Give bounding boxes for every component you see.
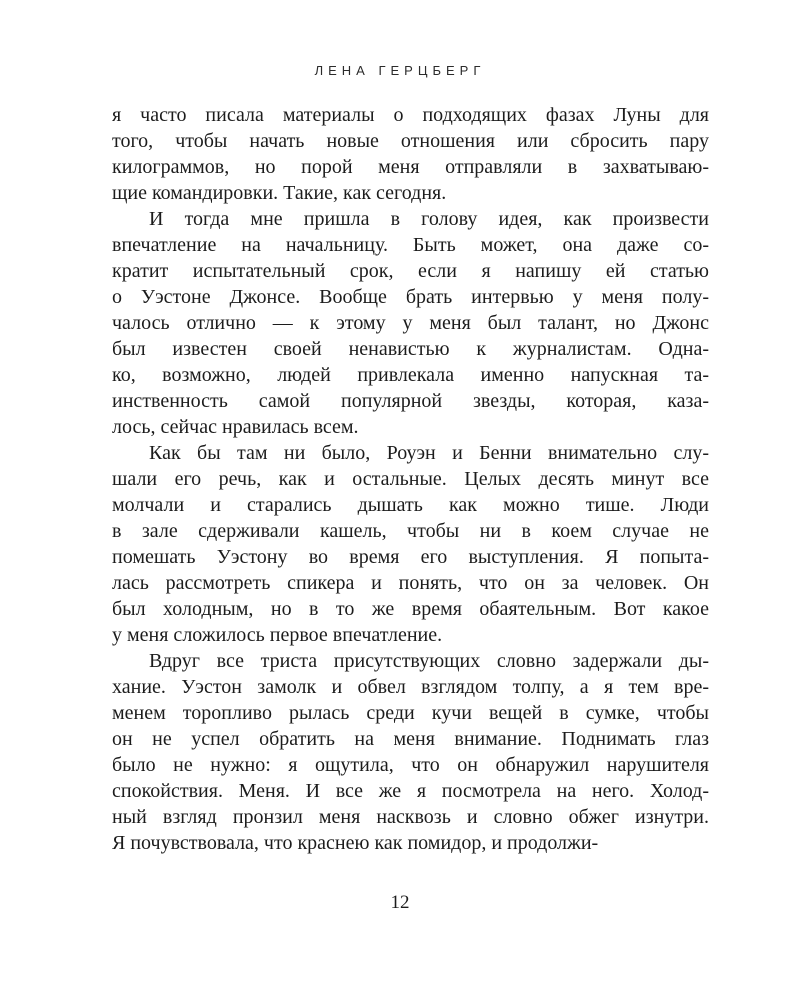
text-line: ко, возможно, людей привлекала именно напускная та-	[112, 364, 709, 386]
text-line: кратит испытательный срок, если я напишу ей статью	[112, 260, 709, 282]
text-line: был известен своей ненавистью к журналистам. Одна-	[112, 338, 709, 360]
text-line: чалось отлично — к этому у меня был талант, но Джонс	[112, 312, 709, 334]
text-line: Как бы там ни было, Роуэн и Бенни внимательно слу-	[149, 442, 709, 464]
text-line: щие командировки. Такие, как сегодня.	[112, 182, 447, 204]
paragraph	[112, 440, 709, 648]
text-line: хание. Уэстон замолк и обвел взглядом толпу, а я тем вре-	[112, 676, 709, 698]
text-line: помешать Уэстону во время его выступления. Я попыта-	[112, 546, 709, 568]
text-line: ный взгляд пронзил меня насквозь и словно обжег изнутри.	[112, 806, 709, 828]
running-header-author: ЛЕНА ГЕРЦБЕРГ	[314, 63, 486, 78]
text-line: того, чтобы начать новые отношения или сбросить пару	[112, 130, 709, 152]
text-line: он не успел обратить на меня внимание. Поднимать глаз	[112, 728, 709, 750]
text-line: Вдруг все триста присутствующих словно задержали ды-	[149, 650, 709, 672]
text-line: впечатление на начальницу. Быть может, она даже со-	[112, 234, 709, 256]
body-text	[112, 102, 709, 856]
text-line: молчали и старались дышать как можно тише. Люди	[112, 494, 709, 516]
text-line: у меня сложилось первое впечатление.	[112, 624, 443, 646]
text-line: лась рассмотреть спикера и понять, что он за человек. Он	[112, 572, 709, 594]
paragraph	[112, 648, 709, 856]
text-line: было не нужно: я ощутила, что он обнаружил нарушителя	[112, 754, 709, 776]
page-number: 12	[390, 892, 410, 913]
text-line: я часто писала материалы о подходящих фазах Луны для	[112, 104, 709, 126]
text-line: килограммов, но порой меня отправляли в захватываю-	[112, 156, 709, 178]
text-line: в зале сдерживали кашель, чтобы ни в коем случае не	[112, 520, 709, 542]
text-line: о Уэстоне Джонсе. Вообще брать интервью у меня полу-	[112, 286, 709, 308]
text-line: менем торопливо рылась среди кучи вещей в сумке, чтобы	[112, 702, 709, 724]
text-line: шали его речь, как и остальные. Целых десять минут все	[112, 468, 709, 490]
text-line: инственность самой популярной звезды, которая, каза-	[112, 390, 709, 412]
paragraph	[112, 102, 709, 206]
text-line: И тогда мне пришла в голову идея, как произвести	[149, 208, 709, 230]
text-line: Я почувствовала, что краснею как помидор, и продолжи-	[112, 832, 599, 854]
paragraph	[112, 206, 709, 440]
text-line: лось, сейчас нравилась всем.	[112, 416, 359, 438]
text-line: был холодным, но в то же время обаятельным. Вот какое	[112, 598, 709, 620]
text-line: спокойствия. Меня. И все же я посмотрела на него. Холод-	[112, 780, 709, 802]
